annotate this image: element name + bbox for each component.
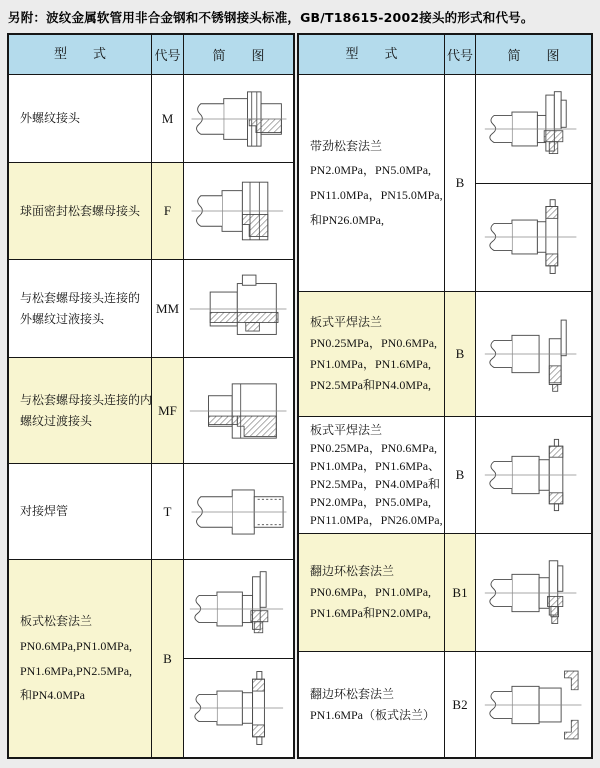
weld-plate-flange-diagram xyxy=(476,292,591,416)
fitting-type-line: 和PN26.0MPa, xyxy=(310,212,385,227)
fitting-type-line: 翻边环松套法兰 xyxy=(310,564,395,578)
fitting-diagram-cell xyxy=(476,534,591,651)
fitting-type-line: PN11.0MPa，PN15.0MPa, xyxy=(310,188,443,202)
lapped-ring-plate-flange-diagram xyxy=(476,652,591,757)
fitting-code-cell: M xyxy=(152,75,184,162)
fitting-diagram-cell xyxy=(476,292,591,416)
fitting-code-cell: B xyxy=(445,417,476,533)
fitting-code-cell: F xyxy=(152,163,184,259)
fitting-type-cell xyxy=(9,560,152,757)
fittings-table-right xyxy=(297,33,593,759)
table-row xyxy=(9,162,293,259)
fitting-code-cell: B xyxy=(445,292,476,416)
fitting-type-line: PN2.5MPa，PN4.0MPa和 xyxy=(310,477,441,491)
plate-flange-bottom-diagram xyxy=(184,658,293,757)
header-type: 型 式 xyxy=(9,35,152,74)
weld-plate-flange-wide-diagram xyxy=(476,417,591,533)
fitting-code-cell: T xyxy=(152,464,184,559)
fitting-diagram-cell xyxy=(184,163,293,259)
table-header-row xyxy=(9,35,293,74)
table-row xyxy=(299,533,591,651)
fitting-type-line: 板式平焊法兰 xyxy=(310,315,383,329)
table-row xyxy=(299,651,591,757)
fitting-diagram-cell xyxy=(184,560,293,757)
fitting-type-cell xyxy=(9,260,152,357)
fitting-type-line: PN1.0MPa，PN1.6MPa, xyxy=(310,357,432,371)
header-code: 代号 xyxy=(445,35,476,74)
fitting-type-line: PN2.5MPa和PN4.0MPa, xyxy=(310,378,432,392)
male-female-adapter-diagram xyxy=(184,358,293,463)
fitting-type-cell xyxy=(299,534,445,651)
fitting-diagram-cell xyxy=(184,75,293,162)
fitting-code-cell: B1 xyxy=(445,534,476,651)
table-row xyxy=(9,74,293,162)
fitting-type-line: PN0.25MPa，PN0.6MPa, xyxy=(310,441,438,455)
table-header-row xyxy=(299,35,591,74)
neck-flange-bottom-diagram xyxy=(476,183,591,292)
fitting-type-line: PN2.0MPa，PN5.0MPa, xyxy=(310,163,432,178)
fitting-type-line: 对接焊管 xyxy=(20,504,69,518)
neck-flange-top-diagram xyxy=(476,75,591,183)
fitting-type-line: PN2.0MPa，PN5.0MPa, xyxy=(310,495,432,509)
table-row xyxy=(299,74,591,291)
male-male-adapter-diagram xyxy=(184,260,293,357)
fitting-code-cell: MF xyxy=(152,358,184,463)
fitting-diagram-cell xyxy=(476,75,591,291)
table-row xyxy=(9,357,293,463)
fitting-type-line: 和PN4.0MPa xyxy=(20,688,86,703)
table-row xyxy=(9,259,293,357)
fitting-type-cell xyxy=(9,75,152,162)
fitting-diagram-cell xyxy=(476,417,591,533)
fitting-type-cell xyxy=(299,75,445,291)
fitting-type-line: 板式平焊法兰 xyxy=(310,423,383,437)
male-thread-joint-diagram xyxy=(184,75,293,162)
page-title: 另附：波纹金属软管用非合金钢和不锈钢接头标准，GB/T18615-2002接头的形式和代号。 xyxy=(8,10,534,25)
fitting-type-line: PN1.6MPa,PN2.5MPa, xyxy=(20,663,133,678)
fitting-code-cell: B2 xyxy=(445,652,476,757)
fitting-code-cell: B xyxy=(445,75,476,291)
standards-tables xyxy=(7,33,593,759)
table-row xyxy=(9,463,293,559)
fitting-code-cell: MM xyxy=(152,260,184,357)
fitting-type-line: 翻边环松套法兰 xyxy=(310,686,395,701)
fitting-type-cell xyxy=(299,292,445,416)
fitting-type-cell xyxy=(299,652,445,757)
table-row xyxy=(299,291,591,416)
fitting-type-line: PN11.0MPa，PN26.0MPa, xyxy=(310,513,443,527)
fitting-type-line: 与松套螺母接头连接的 xyxy=(20,290,141,305)
header-type: 型 式 xyxy=(299,35,445,74)
fitting-type-line: PN0.6MPa，PN1.0MPa, xyxy=(310,585,432,599)
fitting-diagram-cell xyxy=(184,358,293,463)
table-row xyxy=(299,416,591,533)
fittings-table-left xyxy=(7,33,295,759)
fitting-type-line: PN0.25MPa，PN0.6MPa, xyxy=(310,336,438,350)
plate-flange-top-diagram xyxy=(184,560,293,658)
fitting-type-line: 外螺纹接头 xyxy=(20,111,81,125)
fitting-type-line: 球面密封松套螺母接头 xyxy=(20,203,141,218)
lapped-loose-flange-diagram xyxy=(476,534,591,651)
spherical-loose-nut-joint-diagram xyxy=(184,163,293,259)
fitting-diagram-cell xyxy=(476,652,591,757)
header-diagram: 简 图 xyxy=(476,35,591,74)
fitting-diagram-cell xyxy=(184,464,293,559)
header-code: 代号 xyxy=(152,35,184,74)
fitting-type-line: 板式松套法兰 xyxy=(20,614,93,629)
fitting-type-line: PN0.6MPa,PN1.0MPa, xyxy=(20,638,133,653)
fitting-type-line: PN1.6MPa（板式法兰） xyxy=(310,707,436,722)
table-row xyxy=(9,559,293,757)
fitting-type-line: 外螺纹过液接头 xyxy=(20,311,105,326)
fitting-type-line: PN1.6MPa和PN2.0MPa, xyxy=(310,606,432,620)
fitting-type-line: 螺纹过渡接头 xyxy=(20,413,93,428)
fitting-code-cell: B xyxy=(152,560,184,757)
fitting-type-line: 带劲松套法兰 xyxy=(310,138,383,153)
header-diagram: 简 图 xyxy=(184,35,293,74)
fitting-type-cell xyxy=(299,417,445,533)
butt-weld-pipe-diagram xyxy=(184,464,293,559)
fitting-type-cell xyxy=(9,464,152,559)
fitting-type-cell xyxy=(9,163,152,259)
fitting-type-line: PN1.0MPa，PN1.6MPa、 xyxy=(310,459,441,473)
fitting-diagram-cell xyxy=(184,260,293,357)
fitting-type-cell xyxy=(9,358,152,463)
fitting-type-line: 与松套螺母接头连接的内 xyxy=(20,392,153,407)
